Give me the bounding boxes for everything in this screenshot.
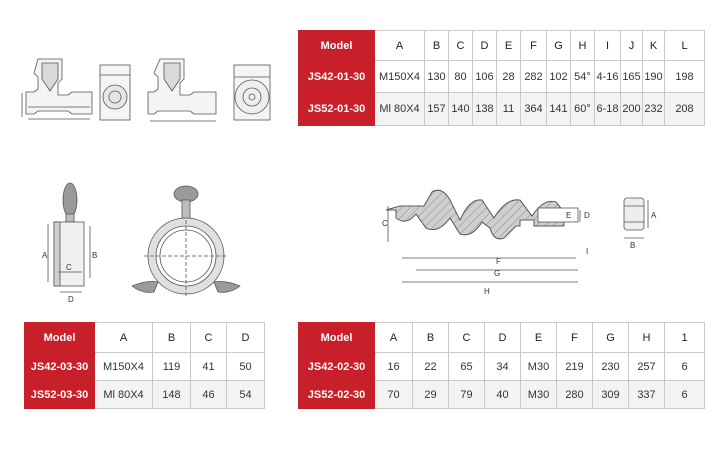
table-cell: M30 (521, 353, 557, 381)
table-row (299, 353, 705, 381)
table-cell: 198 (665, 61, 705, 93)
header-cell: B (413, 323, 449, 353)
table-cell: 46 (191, 381, 227, 409)
dimension-label: E (566, 211, 572, 220)
table-cell: 80 (449, 61, 473, 93)
model-code-cell: JS52-02-30 (299, 381, 375, 409)
table-row (25, 381, 265, 409)
header-cell: I (595, 31, 621, 61)
dimension-label: G (494, 269, 501, 278)
table-cell: 54 (227, 381, 265, 409)
table-cell: 119 (153, 353, 191, 381)
header-cell: A (95, 323, 153, 353)
dimension-label: B (630, 241, 636, 250)
table-cell: 6 (665, 353, 705, 381)
header-cell: E (497, 31, 521, 61)
table-cell: 28 (497, 61, 521, 93)
header-cell: F (557, 323, 593, 353)
dimension-label: C (66, 263, 72, 272)
table-row (299, 61, 705, 93)
table-cell: 4-16 (595, 61, 621, 93)
table-cell: 309 (593, 381, 629, 409)
table-cell: 364 (521, 93, 547, 126)
table-cell: 54° (571, 61, 595, 93)
table-cell: Ml 80X4 (375, 93, 425, 126)
table-cell: 200 (621, 93, 643, 126)
table-cell: M150X4 (95, 353, 153, 381)
table-cell: 11 (497, 93, 521, 126)
table-cell: 60° (571, 93, 595, 126)
dimension-label: D (584, 211, 590, 220)
header-cell: C (191, 323, 227, 353)
spec-table-ring (24, 322, 265, 409)
table-cell: 106 (473, 61, 497, 93)
table-header-row (299, 31, 705, 61)
table-cell: 40 (485, 381, 521, 409)
spec-table-housing (298, 30, 705, 126)
table-cell: 337 (629, 381, 665, 409)
ring-nut-drawings (36, 178, 266, 310)
header-cell: F (521, 31, 547, 61)
model-code-cell: JS42-02-30 (299, 353, 375, 381)
table-cell: 140 (449, 93, 473, 126)
table-cell: M30 (521, 381, 557, 409)
header-cell: A (375, 323, 413, 353)
header-cell: G (593, 323, 629, 353)
table-cell: 232 (643, 93, 665, 126)
table-cell: Ml 80X4 (95, 381, 153, 409)
housing-drawings (18, 45, 290, 125)
table-cell: 50 (227, 353, 265, 381)
dimension-label: B (92, 251, 98, 260)
model-code-cell: JS52-01-30 (299, 93, 375, 126)
table-cell: M150X4 (375, 61, 425, 93)
dimension-label: F (496, 257, 501, 266)
table-cell: 190 (643, 61, 665, 93)
dimension-label: A (651, 211, 657, 220)
table-cell: 16 (375, 353, 413, 381)
model-code-cell: JS42-03-30 (25, 353, 95, 381)
header-cell: H (629, 323, 665, 353)
table-cell: 257 (629, 353, 665, 381)
model-code-cell: JS42-01-30 (299, 61, 375, 93)
table-cell: 138 (473, 93, 497, 126)
table-cell: 102 (547, 61, 571, 93)
header-cell: Model (25, 323, 95, 353)
header-cell: L (665, 31, 705, 61)
table-cell: 130 (425, 61, 449, 93)
header-cell: D (473, 31, 497, 61)
table-cell: 282 (521, 61, 547, 93)
header-cell: E (521, 323, 557, 353)
dimension-label: H (484, 287, 490, 296)
table-cell: 34 (485, 353, 521, 381)
table-header-row (299, 323, 705, 353)
table-row (25, 353, 265, 381)
table-cell: 219 (557, 353, 593, 381)
table-row (299, 93, 705, 126)
table-cell: 79 (449, 381, 485, 409)
table-cell: 41 (191, 353, 227, 381)
spec-table-screw (298, 322, 705, 409)
header-cell: A (375, 31, 425, 61)
header-cell: H (571, 31, 595, 61)
dimension-label: C (382, 219, 388, 228)
table-row (299, 381, 705, 409)
dimension-label: D (68, 295, 74, 304)
header-cell: D (485, 323, 521, 353)
model-code-cell: JS52-03-30 (25, 381, 95, 409)
table-header-row (25, 323, 265, 353)
table-cell: 29 (413, 381, 449, 409)
table-cell: 280 (557, 381, 593, 409)
table-cell: 230 (593, 353, 629, 381)
header-cell: D (227, 323, 265, 353)
header-cell: Model (299, 323, 375, 353)
header-cell: G (547, 31, 571, 61)
table-cell: 65 (449, 353, 485, 381)
header-cell: B (153, 323, 191, 353)
table-cell: 148 (153, 381, 191, 409)
header-cell: Model (299, 31, 375, 61)
header-cell: C (449, 31, 473, 61)
header-cell: B (425, 31, 449, 61)
header-cell: J (621, 31, 643, 61)
header-cell: K (643, 31, 665, 61)
table-cell: 208 (665, 93, 705, 126)
table-cell: 165 (621, 61, 643, 93)
table-cell: 22 (413, 353, 449, 381)
table-cell: 70 (375, 381, 413, 409)
table-cell: 141 (547, 93, 571, 126)
table-cell: 157 (425, 93, 449, 126)
header-cell: C (449, 323, 485, 353)
dimension-label: A (42, 251, 48, 260)
table-cell: 6-18 (595, 93, 621, 126)
table-cell: 6 (665, 381, 705, 409)
header-cell: 1 (665, 323, 705, 353)
dimension-label: I (586, 247, 589, 256)
screw-drawings (380, 178, 670, 302)
